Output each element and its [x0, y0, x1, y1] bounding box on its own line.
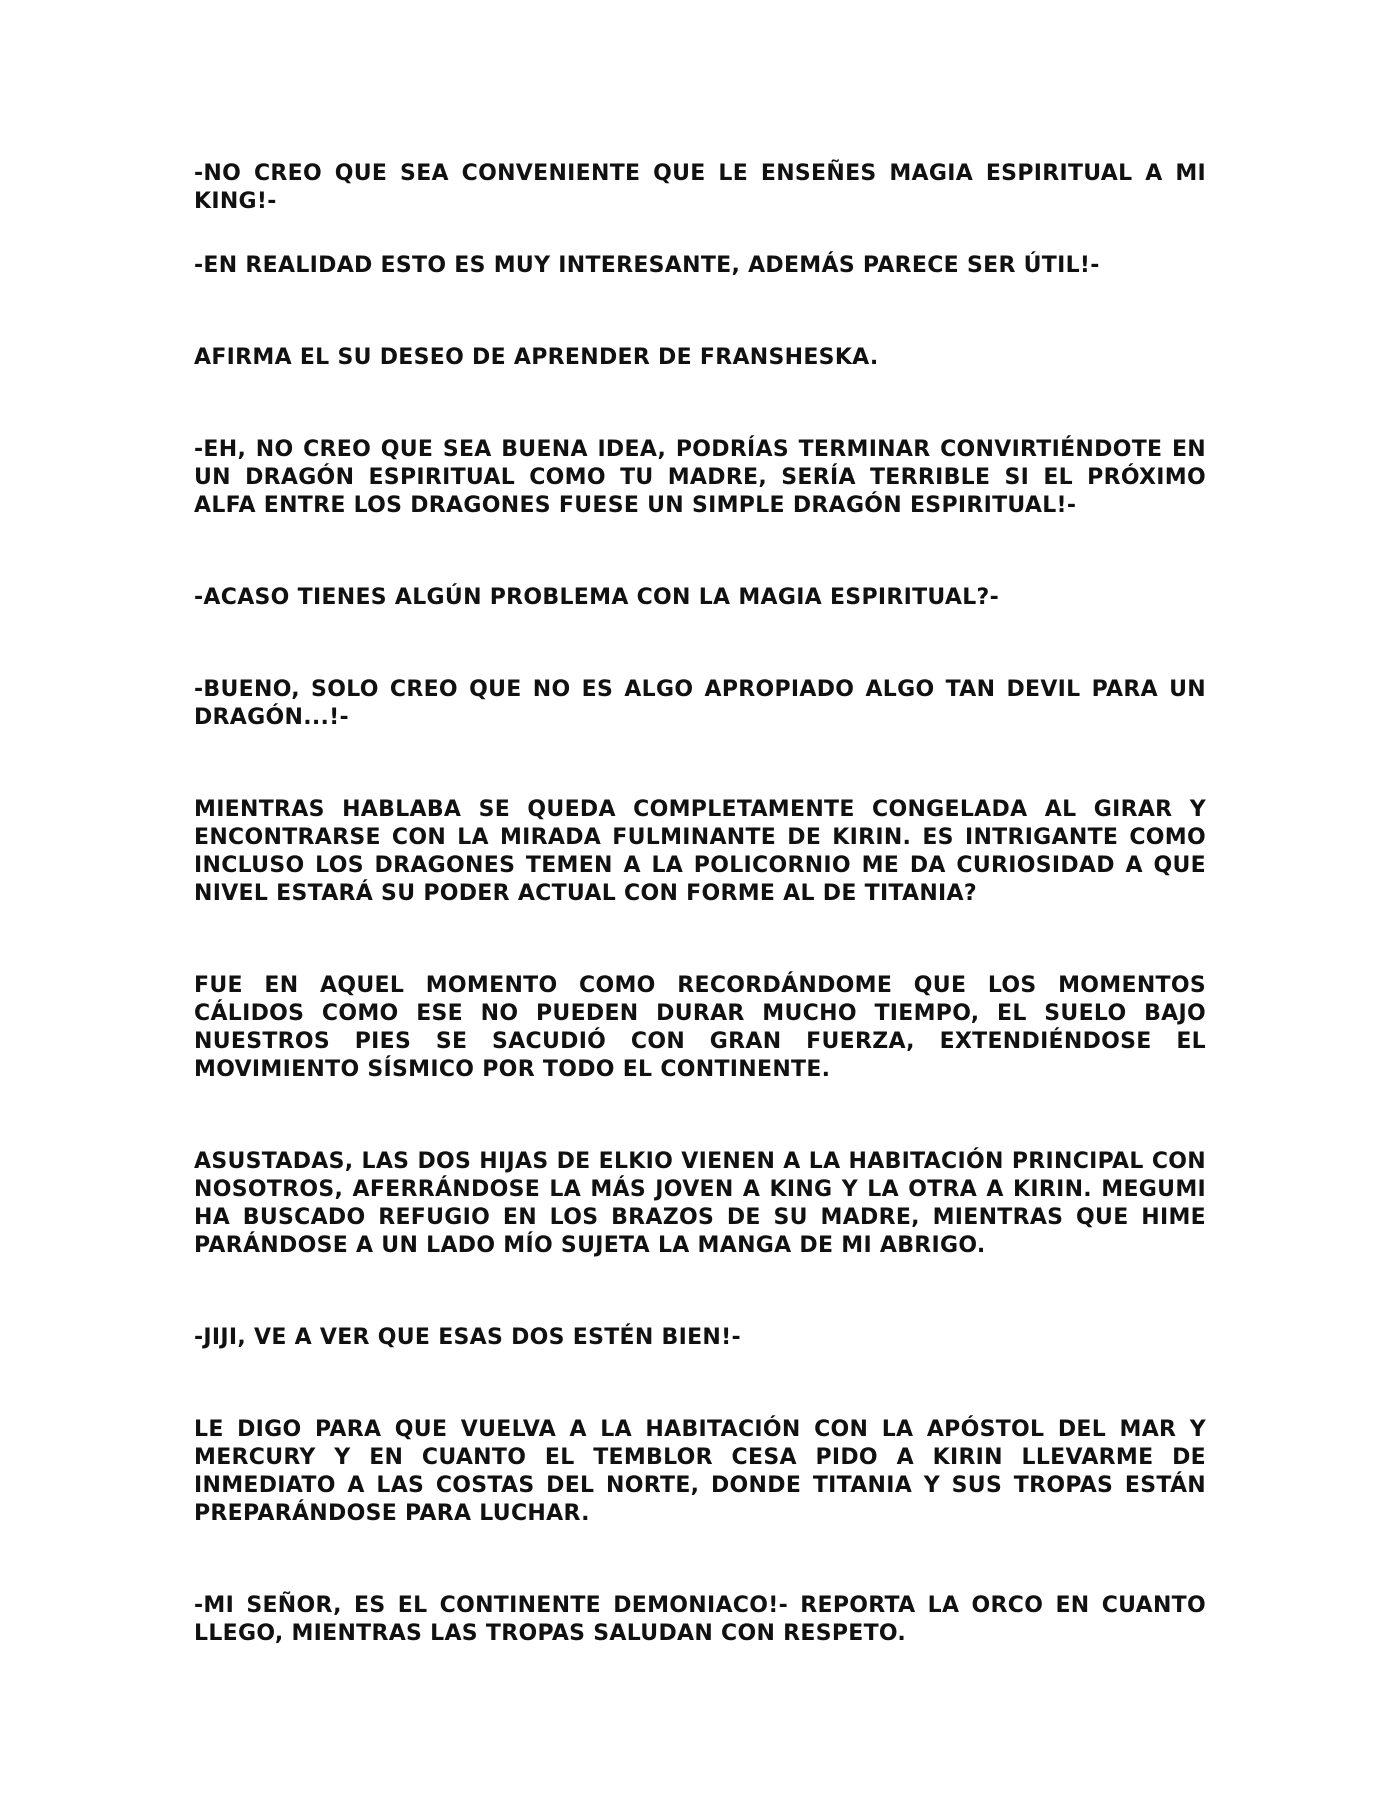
- paragraph: ASUSTADAS, LAS DOS HIJAS DE ELKIO VIENEN A LA HABITACIÓN PRINCIPAL CON NOSOTROS, AFERRÁNDOSE LA MÁS JOVEN A KING Y LA OTRA A KIRIN. MEGUMI HA BUSCADO REFUGIO EN LOS BRAZOS DE SU MADRE, MIENTRAS QUE HIME PARÁNDOSE A UN LADO MÍO SUJETA LA MANGA DE MI ABRIGO.: [194, 1149, 1206, 1258]
- paragraph: LE DIGO PARA QUE VUELVA A LA HABITACIÓN CON LA APÓSTOL DEL MAR Y MERCURY Y EN CUANTO EL TEMBLOR CESA PIDO A KIRIN LLEVARME DE INMEDIATO A LAS COSTAS DEL NORTE, DONDE TITANIA Y SUS TROPAS ESTÁN PREPARÁNDOSE PARA LUCHAR.: [194, 1417, 1206, 1526]
- paragraph: -EN REALIDAD ESTO ES MUY INTERESANTE, ADEMÁS PARECE SER ÚTIL!-: [194, 253, 1100, 278]
- paragraph: -ACASO TIENES ALGÚN PROBLEMA CON LA MAGIA ESPIRITUAL?-: [194, 585, 1000, 610]
- paragraph: MIENTRAS HABLABA SE QUEDA COMPLETAMENTE CONGELADA AL GIRAR Y ENCONTRARSE CON LA MIRADA FULMINANTE DE KIRIN. ES INTRIGANTE COMO INCLUSO LOS DRAGONES TEMEN A LA POLICORNIO ME DA CURIOSIDAD A QUE NIVEL ESTARÁ SU PODER ACTUAL CON FORME AL DE TITANIA?: [194, 797, 1206, 906]
- paragraph: FUE EN AQUEL MOMENTO COMO RECORDÁNDOME QUE LOS MOMENTOS CÁLIDOS COMO ESE NO PUEDEN DURAR MUCHO TIEMPO, EL SUELO BAJO NUESTROS PIES SE SACUDIÓ CON GRAN FUERZA, EXTENDIÉNDOSE EL MOVIMIENTO SÍSMICO POR TODO EL CONTINENTE.: [194, 973, 1206, 1082]
- paragraph: -BUENO, SOLO CREO QUE NO ES ALGO APROPIADO ALGO TAN DEVIL PARA UN DRAGÓN...!-: [194, 677, 1206, 730]
- paragraph: -MI SEÑOR, ES EL CONTINENTE DEMONIACO!- REPORTA LA ORCO EN CUANTO LLEGO, MIENTRAS LAS TROPAS SALUDAN CON RESPETO.: [194, 1593, 1206, 1646]
- paragraph: AFIRMA EL SU DESEO DE APRENDER DE FRANSHESKA.: [194, 345, 879, 370]
- paragraph: -NO CREO QUE SEA CONVENIENTE QUE LE ENSEÑES MAGIA ESPIRITUAL A MI KING!-: [194, 161, 1206, 214]
- paragraph: -EH, NO CREO QUE SEA BUENA IDEA, PODRÍAS TERMINAR CONVIRTIÉNDOTE EN UN DRAGÓN ESPIRITUAL COMO TU MADRE, SERÍA TERRIBLE SI EL PRÓXIMO ALFA ENTRE LOS DRAGONES FUESE UN SIMPLE DRAGÓN ESPIRITUAL!-: [194, 437, 1206, 518]
- paragraph: -JIJI, VE A VER QUE ESAS DOS ESTÉN BIEN!-: [194, 1325, 741, 1350]
